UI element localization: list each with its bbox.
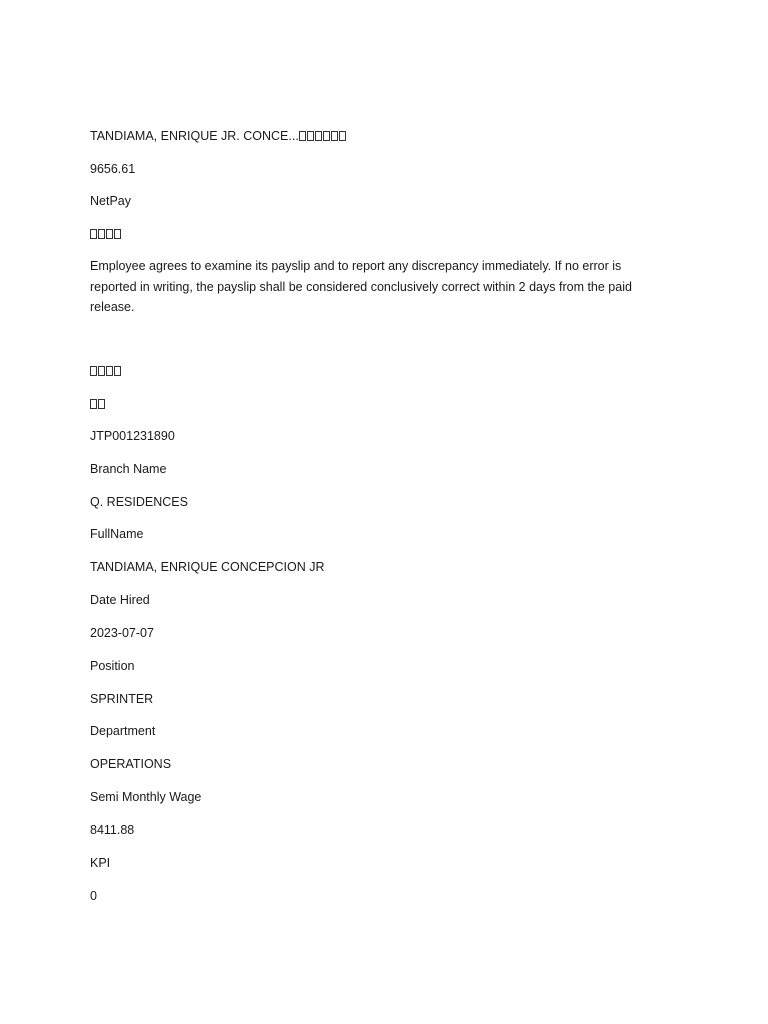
missing-glyph-box bbox=[114, 229, 121, 239]
unrendered-glyph-heading bbox=[90, 363, 122, 379]
department-value: OPERATIONS bbox=[90, 757, 172, 771]
net-pay-value: 9656.61 bbox=[90, 162, 136, 176]
missing-glyph-box bbox=[339, 131, 346, 141]
semi-monthly-wage-value: 8411.88 bbox=[90, 823, 135, 837]
unrendered-glyphs bbox=[299, 129, 347, 143]
payslip-notice: Employee agrees to examine its payslip and to report any discrepancy immediately. If no error is reported in writing, the payslip shall be considered conclusively correct within 2 days from the paid release. bbox=[90, 259, 632, 314]
missing-glyph-box bbox=[299, 131, 306, 141]
unrendered-glyphs bbox=[90, 397, 106, 411]
missing-glyph-box bbox=[90, 229, 97, 239]
net-pay-label: NetPay bbox=[90, 194, 131, 208]
position-value: SPRINTER bbox=[90, 692, 154, 706]
position-label: Position bbox=[90, 659, 135, 673]
unrendered-glyphs bbox=[90, 364, 122, 378]
unrendered-glyphs bbox=[90, 227, 122, 241]
date-hired-value: 2023-07-07 bbox=[90, 626, 154, 640]
kpi-value: 0 bbox=[90, 889, 97, 903]
missing-glyph-box bbox=[331, 131, 338, 141]
branch-label: Branch Name bbox=[90, 462, 167, 476]
fullname-value: TANDIAMA, ENRIQUE CONCEPCION JR bbox=[90, 560, 325, 574]
kpi-label: KPI bbox=[90, 856, 111, 870]
missing-glyph-box bbox=[323, 131, 330, 141]
department-label: Department bbox=[90, 724, 156, 738]
employee-name-header bbox=[90, 128, 347, 144]
missing-glyph-box bbox=[98, 229, 105, 239]
missing-glyph-box bbox=[307, 131, 314, 141]
employee-id: JTP001231890 bbox=[90, 429, 175, 443]
semi-monthly-wage-label: Semi Monthly Wage bbox=[90, 790, 202, 804]
fullname-label: FullName bbox=[90, 527, 144, 541]
missing-glyph-box bbox=[98, 399, 105, 409]
employee-name-truncated: TANDIAMA, ENRIQUE JR. CONCE... bbox=[90, 129, 299, 143]
unrendered-glyph-heading bbox=[90, 226, 122, 242]
unrendered-glyph-label bbox=[90, 396, 106, 412]
date-hired-label: Date Hired bbox=[90, 593, 150, 607]
missing-glyph-box bbox=[90, 366, 97, 376]
missing-glyph-box bbox=[106, 366, 113, 376]
branch-value: Q. RESIDENCES bbox=[90, 495, 188, 509]
missing-glyph-box bbox=[114, 366, 121, 376]
missing-glyph-box bbox=[106, 229, 113, 239]
missing-glyph-box bbox=[90, 399, 97, 409]
missing-glyph-box bbox=[315, 131, 322, 141]
missing-glyph-box bbox=[98, 366, 105, 376]
